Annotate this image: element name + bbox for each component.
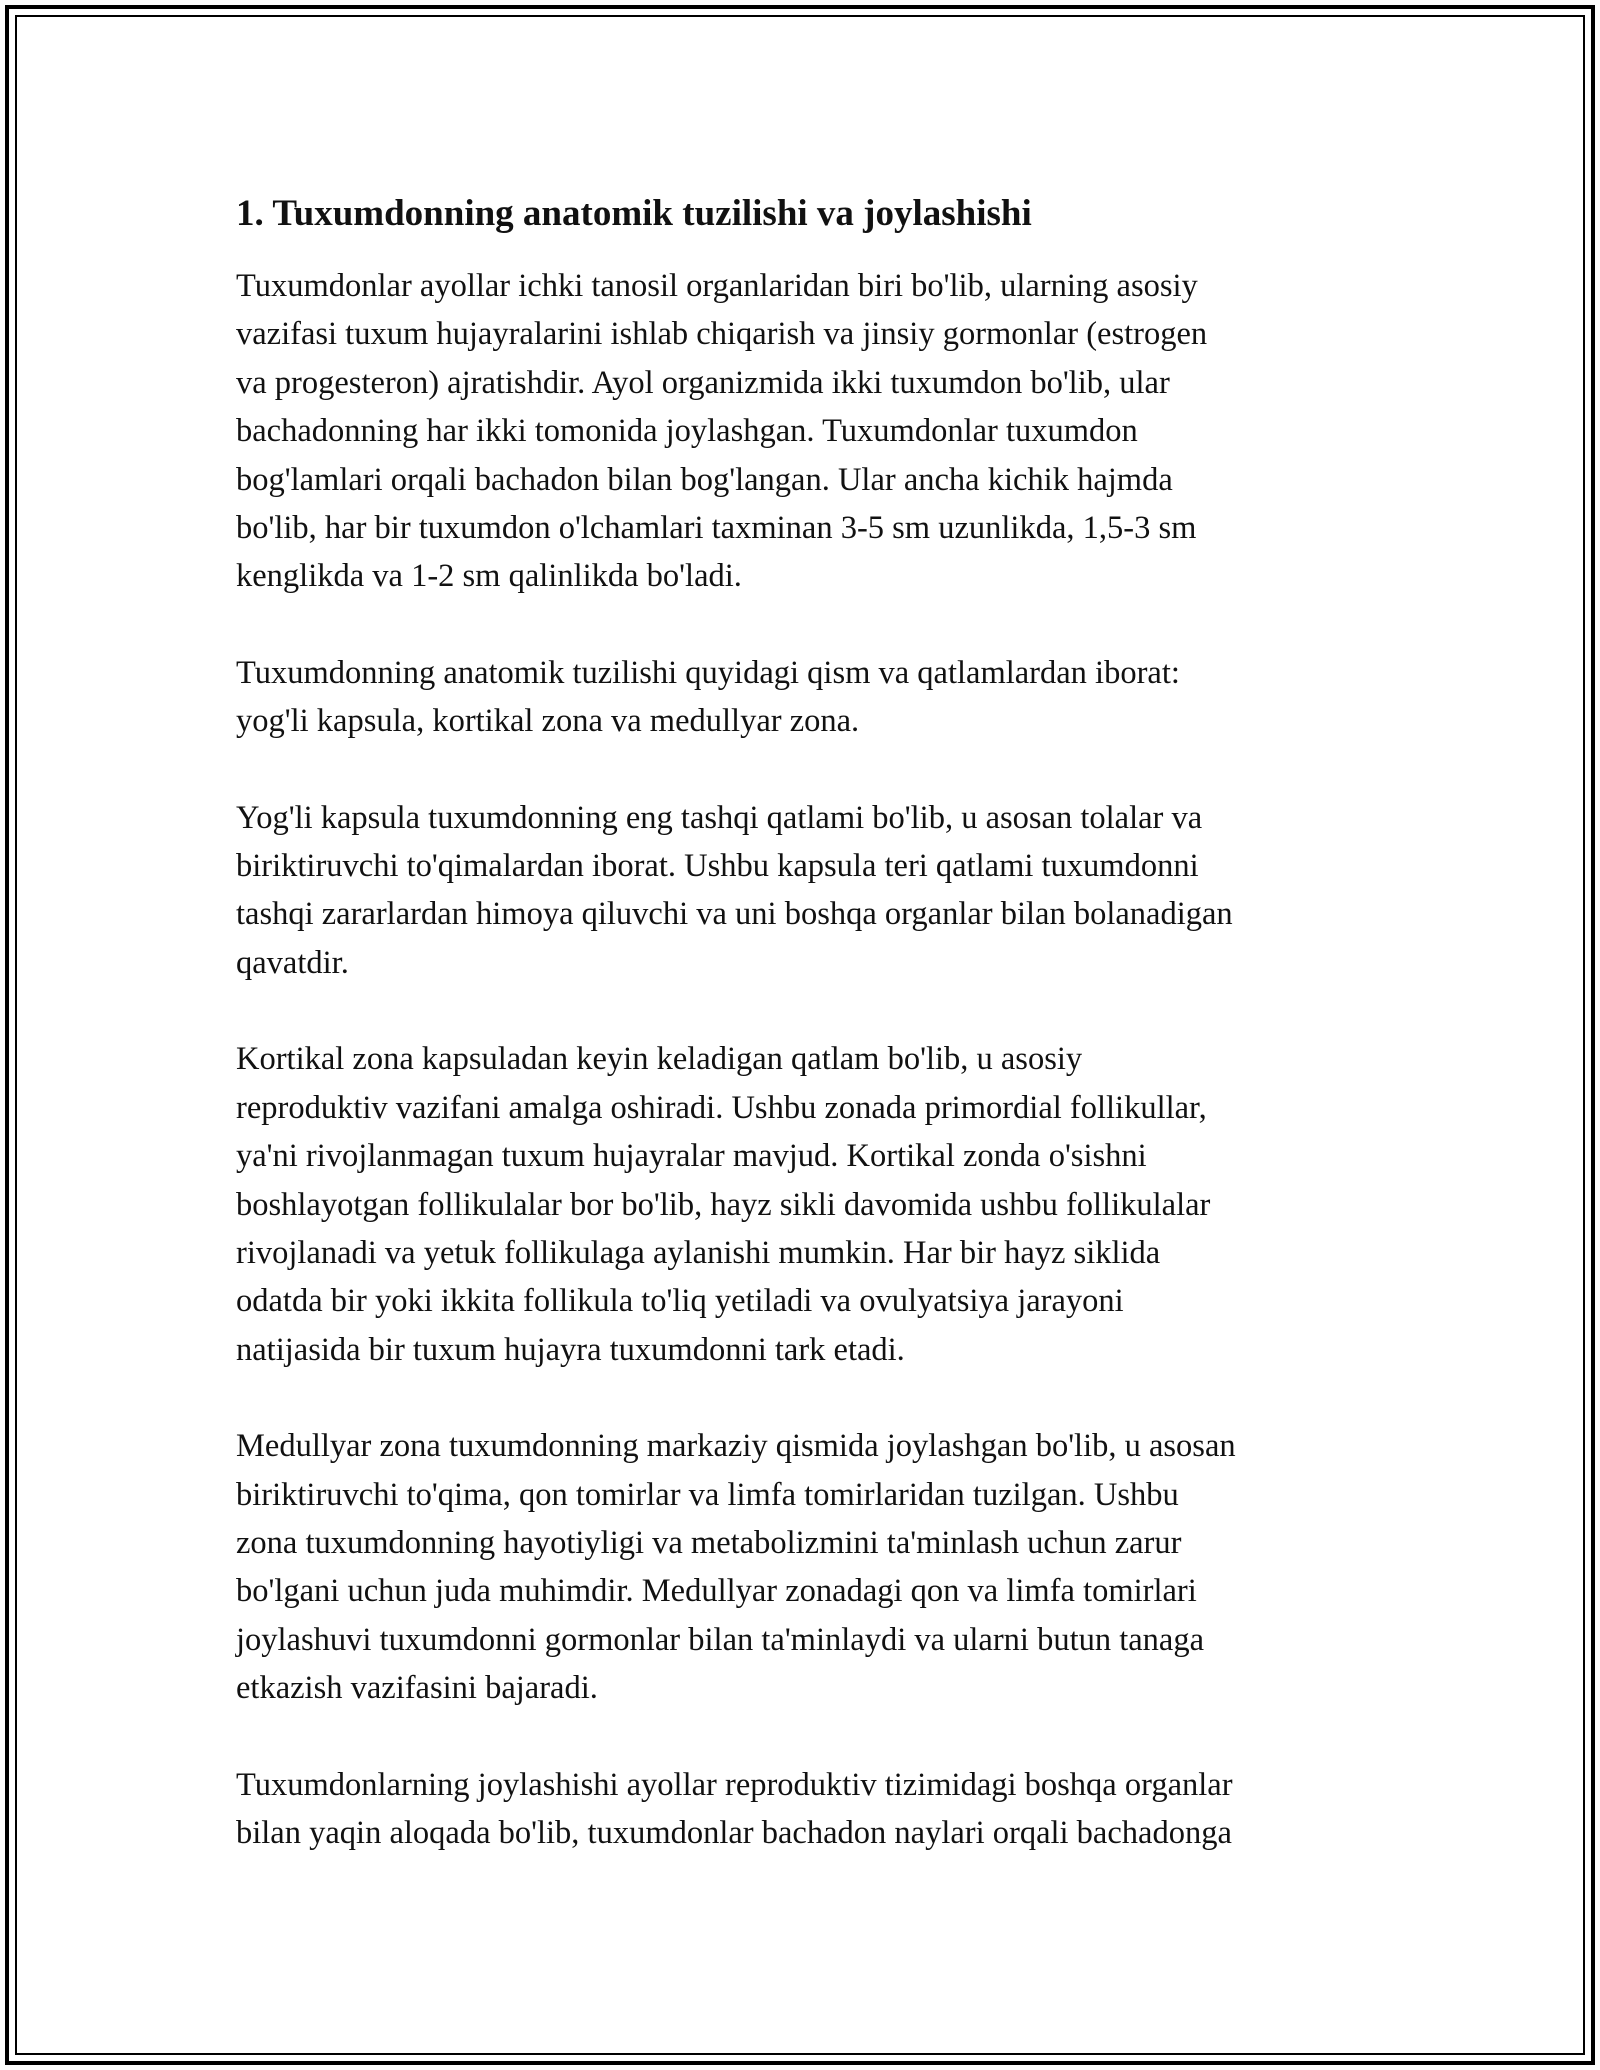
paragraph	[236, 794, 1376, 988]
paragraph-list	[236, 262, 1376, 1857]
paragraph-line: joylashuvi tuxumdonni gormonlar bilan ta'minlaydi va ularni butun tanaga	[236, 1621, 1205, 1658]
paragraph-line: Medullyar zona tuxumdonning markaziy qismida joylashgan bo'lib, u asosan	[236, 1428, 1236, 1465]
paragraph-line: biriktiruvchi to'qima, qon tomirlar va limfa tomirlaridan tuzilgan. Ushbu	[236, 1476, 1179, 1513]
paragraph-line: va progesteron) ajratishdir. Ayol organizmida ikki tuxumdon bo'lib, ular	[236, 364, 1170, 401]
paragraph-line: natijasida bir tuxum hujayra tuxumdonni tark etadi.	[236, 1331, 905, 1368]
paragraph-line: Kortikal zona kapsuladan keyin keladigan qatlam bo'lib, u asosiy	[236, 1041, 1083, 1078]
paragraph-line: ya'ni rivojlanmagan tuxum hujayralar mavjud. Kortikal zonda o'sishni	[236, 1138, 1147, 1175]
paragraph-line: boshlayotgan follikulalar bor bo'lib, hayz sikli davomida ushbu follikulalar	[236, 1186, 1211, 1223]
paragraph-line: kenglikda va 1-2 sm qalinlikda bo'ladi.	[236, 558, 742, 595]
paragraph	[236, 1422, 1376, 1712]
paragraph-line: bilan yaqin aloqada bo'lib, tuxumdonlar bachadon naylari orqali bachadonga	[236, 1814, 1232, 1851]
paragraph	[236, 262, 1376, 601]
paragraph-line: Yog'li kapsula tuxumdonning eng tashqi qatlami bo'lib, u asosan tolalar va	[236, 799, 1203, 836]
paragraph-line: bachadonning har ikki tomonida joylashgan. Tuxumdonlar tuxumdon	[236, 413, 1138, 450]
paragraph-line: reproduktiv vazifani amalga oshiradi. Ushbu zonada primordial follikullar,	[236, 1089, 1207, 1126]
paragraph-line: vazifasi tuxum hujayralarini ishlab chiqarish va jinsiy gormonlar (estrogen	[236, 316, 1208, 353]
paragraph-line: bo'lgani uchun juda muhimdir. Medullyar zonadagi qon va limfa tomirlari	[236, 1573, 1197, 1610]
paragraph	[236, 1761, 1376, 1858]
paragraph	[236, 1035, 1376, 1374]
paragraph-line: Tuxumdonlar ayollar ichki tanosil organlaridan biri bo'lib, ularning asosiy	[236, 268, 1198, 304]
paragraph-line: Tuxumdonning anatomik tuzilishi quyidagi qism va qatlamlardan iborat:	[236, 654, 1180, 691]
paragraph-line: qavatdir.	[236, 944, 349, 981]
paragraph-line: etkazish vazifasini bajaradi.	[236, 1670, 598, 1707]
document-body	[236, 186, 1376, 1905]
section-heading: 1. Tuxumdonning anatomik tuzilishi va joylashishi	[236, 193, 1032, 234]
paragraph-line: yog'li kapsula, kortikal zona va medullyar zona.	[236, 703, 860, 740]
paragraph-line: Tuxumdonlarning joylashishi ayollar reproduktiv tizimidagi boshqa organlar	[236, 1766, 1233, 1803]
paragraph	[236, 649, 1376, 746]
paragraph-line: odatda bir yoki ikkita follikula to'liq yetiladi va ovulyatsiya jarayoni	[236, 1283, 1124, 1320]
paragraph-line: bog'lamlari orqali bachadon bilan bog'langan. Ular ancha kichik hajmda	[236, 461, 1173, 498]
paragraph-line: biriktiruvchi to'qimalardan iborat. Ushbu kapsula teri qatlami tuxumdonni	[236, 848, 1199, 885]
paragraph-line: zona tuxumdonning hayotiyligi va metabolizmini ta'minlash uchun zarur	[236, 1524, 1182, 1561]
paragraph-line: rivojlanadi va yetuk follikulaga aylanishi mumkin. Har bir hayz siklida	[236, 1234, 1161, 1271]
paragraph-line: bo'lib, har bir tuxumdon o'lchamlari taxminan 3-5 sm uzunlikda, 1,5-3 sm	[236, 510, 1197, 547]
paragraph-line: tashqi zararlardan himoya qiluvchi va uni boshqa organlar bilan bolanadigan	[236, 896, 1233, 933]
